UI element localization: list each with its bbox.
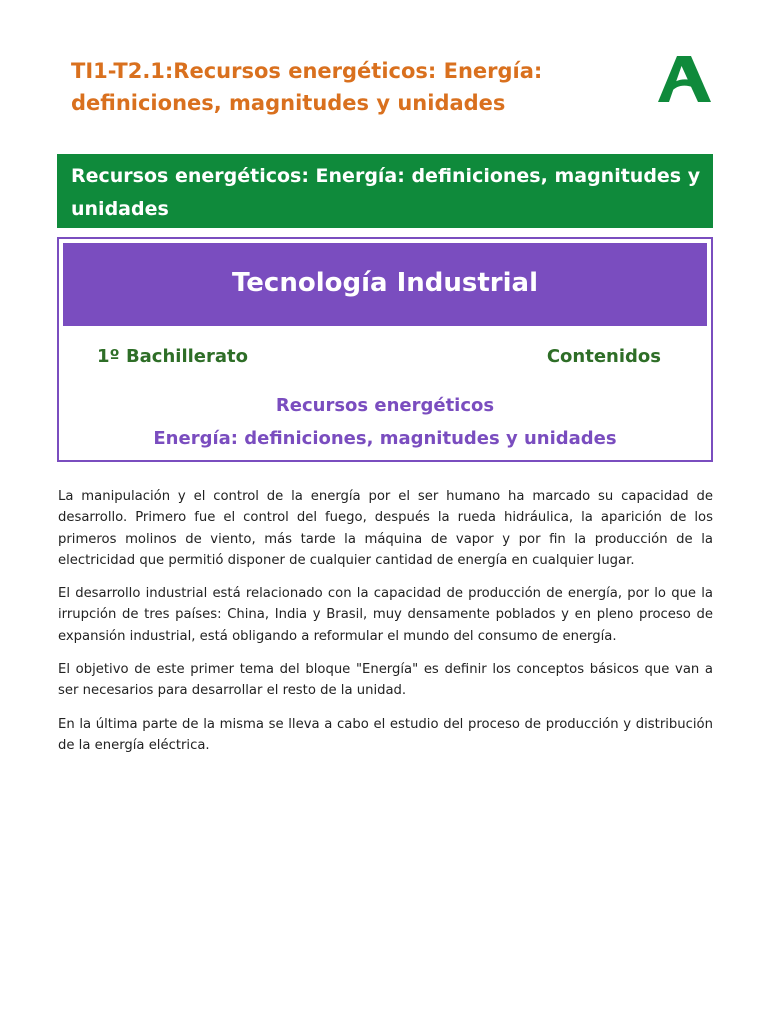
section-banner: Recursos energéticos: Energía: definiciones, magnitudes y unidades: [57, 154, 713, 228]
contents-label: Contenidos: [546, 346, 661, 367]
course-label: 1º Bachillerato: [97, 346, 249, 367]
paragraph: El desarrollo industrial está relacionado con la capacidad de producción de energía, por lo que la irrupción de tres países: China, India y Brasil, muy densamente poblados y en pleno proceso de expansión industrial, está obligando a reformular el mundo del consumo de energía.: [58, 586, 713, 644]
subject-header: Tecnología Industrial: [63, 243, 707, 326]
paragraph: En la última parte de la misma se lleva a cabo el estudio del proceso de producción y distribución de la energía eléctrica.: [58, 716, 713, 753]
subtopic-title: Energía: definiciones, magnitudes y unidades: [153, 428, 617, 449]
body-text: [58, 486, 713, 768]
content-card: [57, 237, 713, 462]
paragraph: El objetivo de este primer tema del bloque "Energía" es definir los conceptos básicos que van a ser necesarios para desarrollar el resto de la unidad.: [58, 662, 713, 699]
document-title: TI1-T2.1:Recursos energéticos: Energía: definiciones, magnitudes y unidades: [71, 59, 543, 115]
junta-de-andalucia-logo-icon: [655, 54, 715, 106]
topic-title: Recursos energéticos: [275, 395, 495, 416]
paragraph: La manipulación y el control de la energía por el ser humano ha marcado su capacidad de desarrollo. Primero fue el control del fuego, después la rueda hidráulica, la aparición de los primeros molinos de viento, más tarde la máquina de vapor y por fin la producción de la electricidad que permitió disponer de cualquier cantidad de energía en cualquier lugar.: [58, 489, 713, 568]
